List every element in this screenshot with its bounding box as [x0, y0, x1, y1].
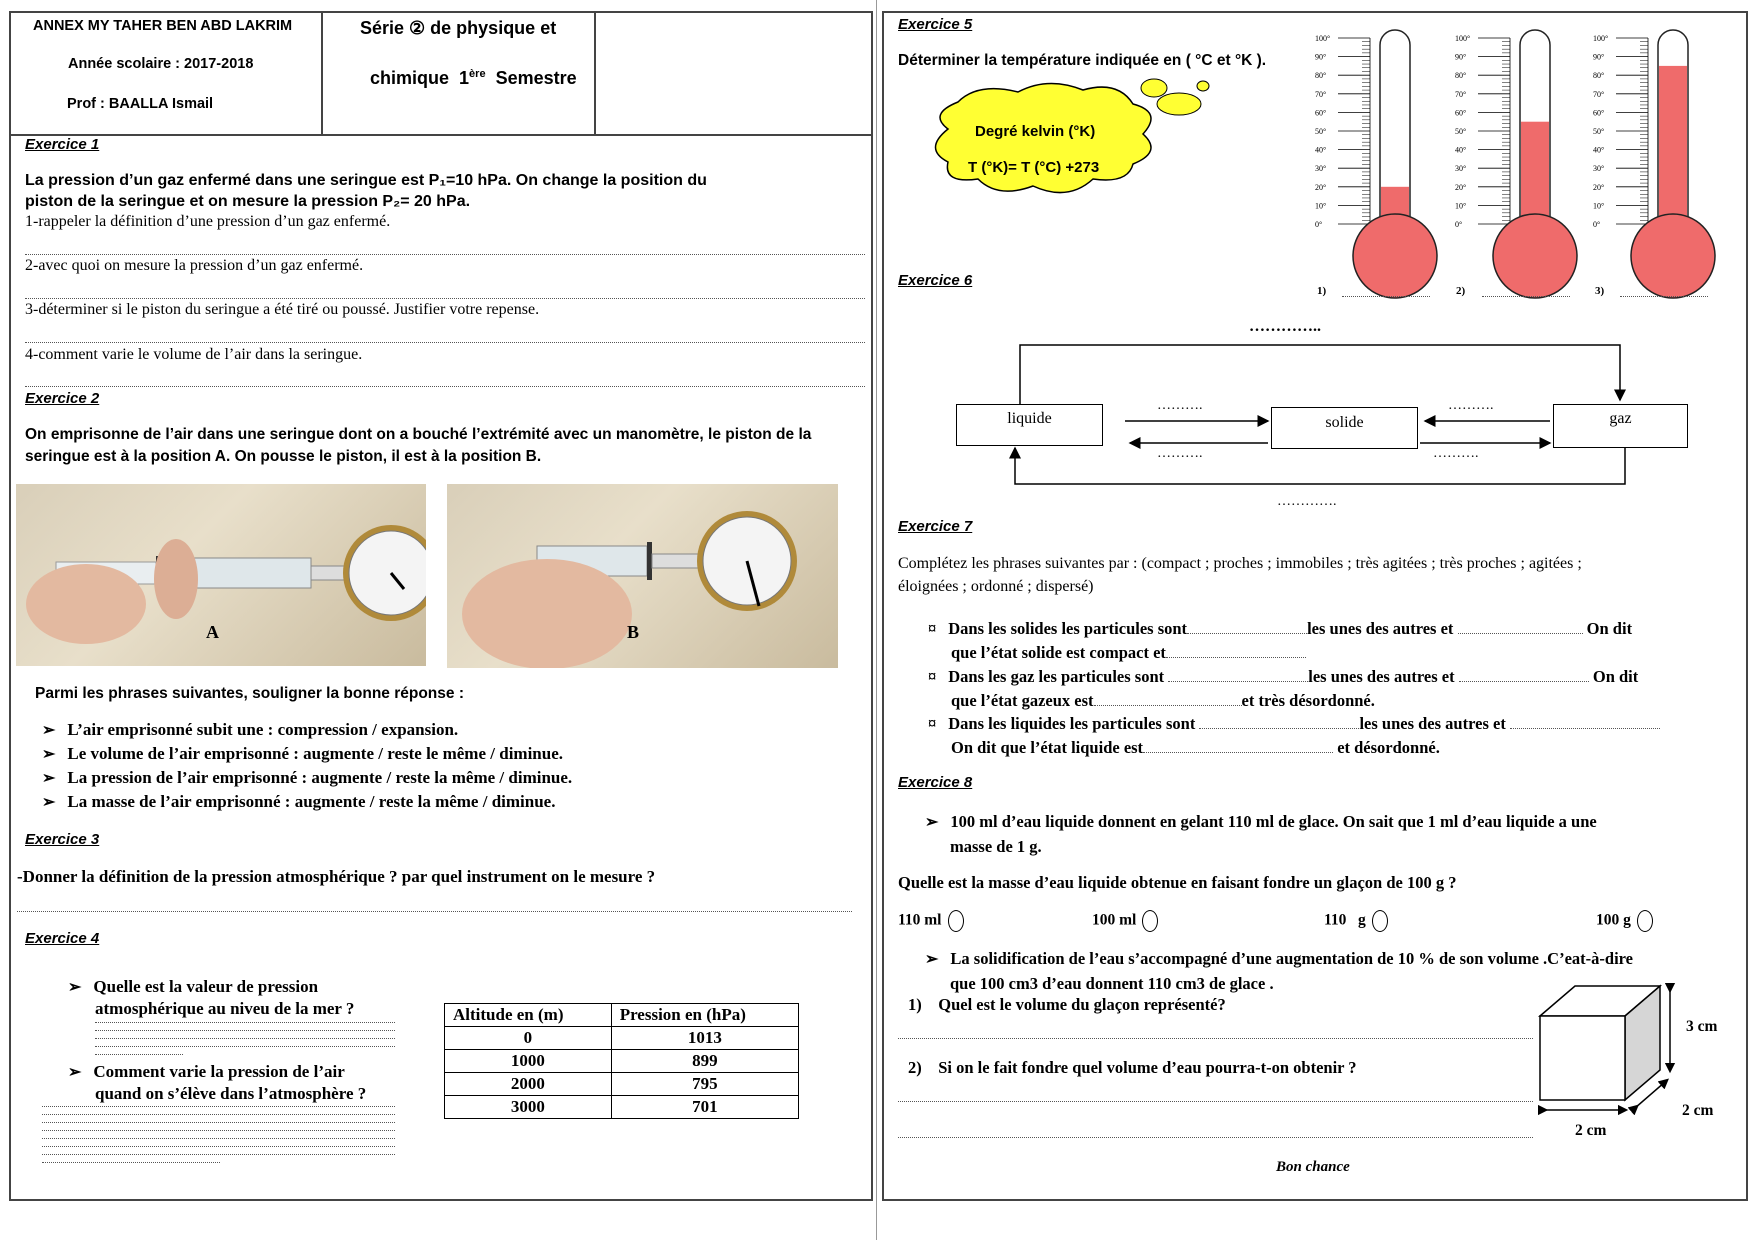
ex5-title: Exercice 5 [898, 16, 973, 33]
radio-circle-icon[interactable] [948, 910, 964, 932]
ex7-blank[interactable] [1094, 705, 1242, 706]
ex2-intro-line1: On emprisonne de l’air dans une seringue dont on a bouché l’extrémité avec un manomètre, le piston de la [25, 426, 812, 443]
ex8-question-1: 1) Quel est le volume du glaçon représenté? [908, 995, 1226, 1014]
arrow-bullet-icon: ➢ [68, 979, 82, 996]
arrow-dots-1[interactable]: ………. [1157, 398, 1203, 413]
school-year: Année scolaire : 2017-2018 [68, 56, 254, 72]
ex7-blank[interactable] [1199, 728, 1359, 729]
ex3-question: -Donner la définition de la pression atmosphérique ? par quel instrument on le mesure ? [17, 867, 656, 886]
scale-label: 100° [1593, 34, 1609, 43]
thermometer-neck [1659, 218, 1687, 238]
ex7-s1-part2: les unes des autres et [1307, 619, 1454, 638]
ex4-answer-line[interactable] [95, 1022, 395, 1023]
ex8-option-label: 100 g [1596, 911, 1631, 929]
table-cell-altitude: 1000 [445, 1050, 612, 1073]
ex7-intro-line2: éloignées ; ordonné ; dispersé) [898, 578, 1094, 595]
ex3-title: Exercice 3 [25, 831, 100, 848]
scale-label: 40° [1593, 145, 1605, 155]
ex4-title: Exercice 4 [25, 930, 100, 947]
ex7-s2-part2: les unes des autres et [1308, 667, 1455, 686]
syringe-photo-a [16, 484, 426, 666]
ex2-statement-text: La pression de l’air emprisonné : augmente / reste la même / diminue. [67, 768, 573, 787]
ex7-sentence-2 [928, 665, 1728, 713]
ex2-intro-line2: seringue est à la position A. On pousse le piston, il est à la position B. [25, 448, 542, 465]
radio-circle-icon[interactable] [1372, 910, 1388, 932]
ex1-question-4: 4-comment varie le volume de l’air dans la seringue. [25, 346, 363, 363]
scale-label: 30° [1593, 164, 1605, 174]
ex4-answer-line[interactable] [95, 1054, 183, 1055]
arrow-bullet-icon: ➢ [68, 1064, 82, 1081]
ex7-s3-part2: les unes des autres et [1359, 714, 1506, 733]
ex4-answer-line[interactable] [95, 1038, 395, 1039]
ex4-answer-line[interactable] [95, 1030, 395, 1031]
ex5-question: Déterminer la température indiquée en ( °C et °K ). [898, 52, 1267, 69]
ex2-statement-text: La masse de l’air emprisonné : augmente / reste la même / diminue. [67, 792, 556, 811]
ex8-option-4[interactable] [1596, 910, 1653, 932]
ex3-answer-line[interactable] [17, 911, 852, 912]
ex1-question-1: 1-rappeler la définition d’une pression d’un gaz enfermé. [25, 213, 391, 230]
scale-label: 70° [1315, 89, 1327, 99]
thermometer-label-1: 1) [1317, 285, 1327, 297]
altitude-pressure-table [444, 1003, 799, 1119]
ex7-s2-part4: que l’état gazeux est [951, 691, 1094, 710]
ex4-q2-line1: Comment varie la pression de l’air [93, 1062, 345, 1081]
ex1-intro-line2: piston de la seringue et on mesure la pression P₂= 20 hPa. [25, 193, 471, 210]
table-cell-pressure: 899 [611, 1050, 798, 1073]
ex7-blank[interactable] [1187, 633, 1307, 634]
ex4-answer-line[interactable] [42, 1114, 395, 1115]
kelvin-thought-bubble [918, 74, 1238, 214]
ex8-option-3[interactable] [1324, 910, 1388, 932]
serie-sup: ère [469, 68, 486, 80]
serie-subject: chimique 1 [370, 68, 470, 88]
scale-label: 40° [1455, 145, 1467, 155]
header-box [11, 13, 871, 136]
school-name: ANNEX MY TAHER BEN ABD LAKRIM [33, 18, 293, 34]
ex8-option-2[interactable] [1092, 910, 1158, 932]
scale-label: 80° [1593, 71, 1605, 81]
scale-label: 20° [1455, 182, 1467, 192]
ex2-statement [42, 744, 563, 764]
ex1-answer-line-2[interactable] [25, 298, 865, 299]
ex4-answer-line[interactable] [95, 1046, 395, 1047]
ex7-blank[interactable] [1166, 657, 1306, 658]
ex7-blank[interactable] [1143, 752, 1333, 753]
ex7-s1-part4: que l’état solide est compact et [951, 643, 1166, 662]
ex8-answer-line-2[interactable] [898, 1101, 1533, 1102]
ex7-s2-part3: On dit [1592, 667, 1639, 686]
photo-label-a: A [206, 622, 219, 642]
scale-label: 20° [1593, 182, 1605, 192]
scale-label: 50° [1455, 127, 1467, 136]
ex7-s1-part1: Dans les solides les particules sont [948, 619, 1188, 638]
scale-label: 80° [1455, 71, 1467, 81]
table-cell-altitude: 2000 [445, 1073, 612, 1096]
ex4-answer-line[interactable] [42, 1106, 395, 1107]
thermometer-answer-1[interactable] [1342, 296, 1430, 297]
ex4-q2-line2: quand on s’élève dans l’atmosphère ? [95, 1084, 367, 1103]
radio-circle-icon[interactable] [1637, 910, 1653, 932]
scale-label: 90° [1593, 52, 1605, 62]
syringe-a-illustration [16, 484, 426, 666]
header-divider-2 [594, 13, 596, 134]
ex4-question-1 [68, 976, 354, 1019]
ex1-answer-line-4[interactable] [25, 386, 865, 387]
table-cell-pressure: 795 [611, 1073, 798, 1096]
ex1-title: Exercice 1 [25, 136, 100, 153]
ex8-p2-line1: La solidification de l’eau s’accompagné d’une augmentation de 10 % de son volume .C’eat-à-dire [950, 949, 1634, 968]
thermometer-neck [1521, 218, 1549, 238]
ex1-answer-line-3[interactable] [25, 342, 865, 343]
bubble-line-2: T (°K)= T (°C) +273 [968, 159, 1100, 176]
ex7-intro-line1: Complétez les phrases suivantes par : (compact ; proches ; immobiles ; très agitées ; très proches ; agitées ; [898, 555, 1582, 572]
ex2-statement-text: L’air emprisonné subit une : compression / expansion. [67, 720, 459, 739]
ex7-title: Exercice 7 [898, 518, 973, 535]
ex2-statement [42, 792, 555, 812]
thermometer [1315, 30, 1437, 298]
ex7-blank[interactable] [1168, 681, 1308, 682]
scale-label: 30° [1315, 164, 1327, 174]
scale-label: 50° [1593, 127, 1605, 136]
arrow-dots-4[interactable]: ………. [1433, 446, 1479, 461]
bubble-line-1: Degré kelvin (°K) [975, 123, 1096, 140]
thermometer [1455, 30, 1577, 298]
ex4-answer-line[interactable] [42, 1154, 395, 1155]
ex8-option-label: 100 ml [1092, 911, 1137, 929]
scale-label: 80° [1315, 71, 1327, 81]
table-header-pressure: Pression en (hPa) [611, 1004, 798, 1027]
ex8-question-2: 2) Si on le fait fondre quel volume d’eau pourra-t-on obtenir ? [908, 1058, 1357, 1077]
ex4-answer-line[interactable] [42, 1162, 220, 1163]
scale-label: 10° [1593, 201, 1605, 211]
square-bullet-icon: ¤ [928, 619, 937, 638]
table-row [445, 1096, 799, 1119]
arrow-bullet-icon: ➢ [42, 722, 56, 739]
scale-label: 10° [1455, 201, 1467, 211]
thermometer-label-3: 3) [1595, 285, 1605, 297]
arrow-bullet-icon: ➢ [925, 814, 939, 831]
table-row [445, 1073, 799, 1096]
scale-label: 60° [1455, 108, 1467, 118]
ex4-q1-line2: atmosphérique au niveu de la mer ? [95, 999, 355, 1018]
arrow-dots-2[interactable]: ………. [1157, 446, 1203, 461]
page-divider [876, 0, 877, 1240]
ex7-s3-part4: et désordonné. [1337, 738, 1440, 757]
table-header-altitude: Altitude en (m) [445, 1004, 612, 1027]
arrow-bullet-icon: ➢ [925, 951, 939, 968]
scale-label: 40° [1315, 145, 1327, 155]
ex7-sentence-3 [928, 712, 1728, 760]
thermometers-svg [1310, 28, 1730, 303]
ex4-answer-line[interactable] [42, 1122, 395, 1123]
cube-width-label: 2 cm [1575, 1122, 1607, 1139]
ex7-sentence-1 [928, 617, 1728, 665]
ex7-s2-part1: Dans les gaz les particules sont [948, 667, 1165, 686]
ex7-s2-part5: et très désordonné. [1241, 691, 1375, 710]
scale-label: 60° [1315, 108, 1327, 118]
arrow-dots-3[interactable]: ………. [1448, 398, 1494, 413]
ex8-option-1[interactable] [898, 910, 964, 932]
cube-height-label: 3 cm [1686, 1018, 1718, 1035]
radio-circle-icon[interactable] [1142, 910, 1158, 932]
ex7-s1-part3: On dit [1586, 619, 1633, 638]
scale-label: 0° [1315, 220, 1323, 229]
ex1-answer-line-1[interactable] [25, 254, 865, 255]
ex1-question-2: 2-avec quoi on mesure la pression d’un gaz enfermé. [25, 257, 364, 274]
ex8-answer-line-1[interactable] [898, 1038, 1533, 1039]
thermometer [1593, 30, 1715, 298]
ex2-statement [42, 720, 458, 740]
ex4-answer-line[interactable] [42, 1130, 395, 1131]
thermometer-answer-3[interactable] [1620, 296, 1708, 297]
table-header-row [445, 1004, 799, 1027]
ex6-bottom-dots[interactable]: …………. [1277, 494, 1337, 509]
arrow-bullet-icon: ➢ [42, 770, 56, 787]
table-row [445, 1050, 799, 1073]
scale-label: 100° [1315, 34, 1331, 43]
table-cell-pressure: 701 [611, 1096, 798, 1119]
ex6-title: Exercice 6 [898, 272, 973, 289]
scale-label: 20° [1315, 182, 1327, 192]
ex8-p1-line2: masse de 1 g. [950, 837, 1042, 856]
square-bullet-icon: ¤ [928, 714, 937, 733]
scale-label: 0° [1455, 220, 1463, 229]
ex8-p2-line2: que 100 cm3 d’eau donnent 110 cm3 de glace . [950, 974, 1274, 993]
ex1-question-3: 3-déterminer si le piston du seringue a été tiré ou poussé. Justifier votre repense. [25, 301, 540, 318]
closing-text: Bon chance [1276, 1159, 1350, 1175]
state-box-gaz: gaz [1553, 404, 1688, 448]
syringe-photo-b [447, 484, 838, 668]
thermometer-answer-2[interactable] [1482, 296, 1570, 297]
ex7-s3-part1: Dans les liquides les particules sont [948, 714, 1196, 733]
thermometer-label-2: 2) [1456, 285, 1466, 297]
ice-cube-drawing [1535, 980, 1695, 1130]
ex8-question: Quelle est la masse d’eau liquide obtenue en faisant fondre un glaçon de 100 g ? [898, 873, 1457, 892]
scale-label: 30° [1455, 164, 1467, 174]
table-cell-altitude: 0 [445, 1027, 612, 1050]
ex4-answer-line[interactable] [42, 1146, 395, 1147]
ex2-statement-text: Le volume de l’air emprisonné : augmente / reste le même / diminue. [67, 744, 564, 763]
photo-label-b: B [627, 622, 640, 642]
serie-semester: Semestre [485, 68, 577, 88]
serie-title-line2 [350, 47, 577, 110]
scale-label: 90° [1315, 52, 1327, 62]
ex8-option-label: 110 g [1324, 911, 1366, 929]
ex8-p1-line1: 100 ml d’eau liquide donnent en gelant 110 ml de glace. On sait que 1 ml d’eau liquide a une [950, 812, 1597, 831]
square-bullet-icon: ¤ [928, 667, 937, 686]
scale-label: 60° [1593, 108, 1605, 118]
ex4-q1-line1: Quelle est la valeur de pression [93, 977, 319, 996]
arrow-bullet-icon: ➢ [42, 794, 56, 811]
ex7-blank[interactable] [1510, 728, 1660, 729]
ex8-title: Exercice 8 [898, 774, 973, 791]
teacher-name: Prof : BAALLA Ismail [67, 96, 214, 112]
ex2-instruction: Parmi les phrases suivantes, souligner la bonne réponse : [35, 685, 464, 702]
header-divider-1 [321, 13, 323, 134]
arrow-bullet-icon: ➢ [42, 746, 56, 763]
ex4-answer-line[interactable] [42, 1138, 395, 1139]
ex1-intro-line1: La pression d’un gaz enfermé dans une seringue est P₁=10 hPa. On change la position du [25, 172, 707, 189]
table-cell-pressure: 1013 [611, 1027, 798, 1050]
state-box-solide: solide [1271, 407, 1418, 449]
ex8-paragraph-1 [925, 810, 1597, 859]
table-row [445, 1027, 799, 1050]
scale-label: 90° [1455, 52, 1467, 62]
ex2-statement [42, 768, 572, 788]
thermometer-neck [1381, 218, 1409, 238]
scale-label: 0° [1593, 220, 1601, 229]
ex6-top-dots[interactable]: ………….. [1249, 318, 1321, 335]
syringe-b-illustration [447, 484, 838, 668]
scale-label: 70° [1593, 89, 1605, 99]
serie-title-line1: Série ② de physique et [360, 18, 557, 38]
ex7-blank[interactable] [1459, 681, 1589, 682]
scale-label: 50° [1315, 127, 1327, 136]
state-box-liquide: liquide [956, 404, 1103, 446]
scale-label: 70° [1455, 89, 1467, 99]
scale-label: 100° [1455, 34, 1471, 43]
scale-label: 10° [1315, 201, 1327, 211]
ex8-option-label: 110 ml [898, 911, 942, 929]
ex7-blank[interactable] [1458, 633, 1583, 634]
ex7-s3-part3: On dit que l’état liquide est [951, 738, 1144, 757]
table-cell-altitude: 3000 [445, 1096, 612, 1119]
cube-depth-label: 2 cm [1682, 1102, 1714, 1119]
thermometer-group [1310, 28, 1730, 303]
ex2-title: Exercice 2 [25, 390, 100, 407]
ex4-question-2 [68, 1061, 366, 1104]
ex8-paragraph-2 [925, 947, 1633, 996]
ex8-answer-line-3[interactable] [898, 1137, 1533, 1138]
